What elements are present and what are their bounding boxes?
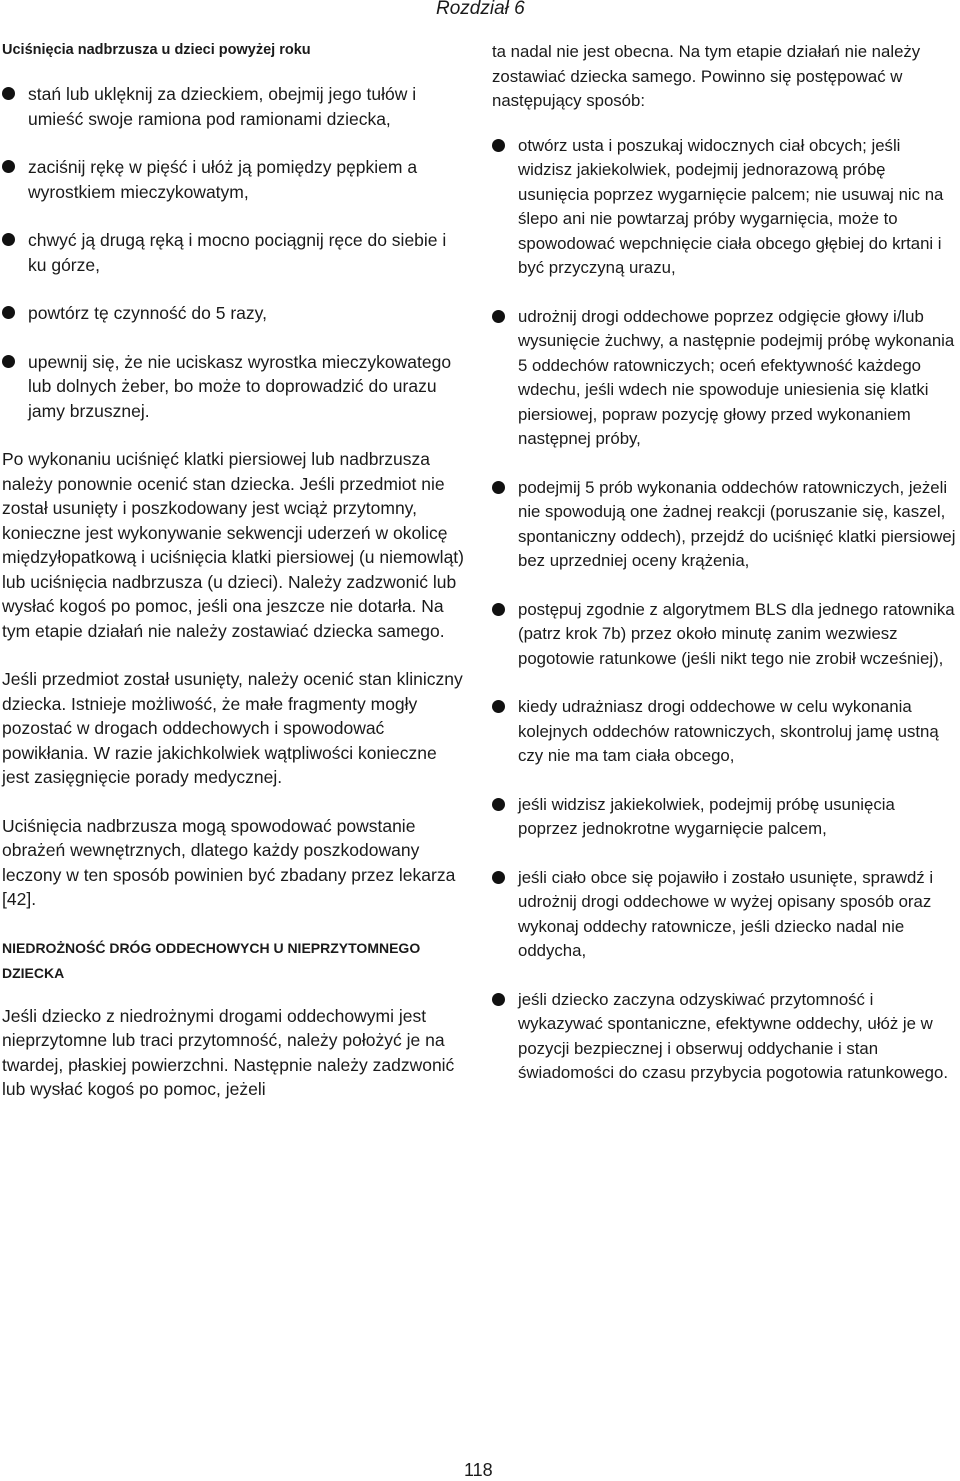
paragraph: Jeśli przedmiot został usunięty, należy ocenić stan kliniczny dziecka. Istnieje możliwość, że małe fragmenty mogły pozostać w drogach oddechowych i spowodować powikłania. W razie jakichkolwiek wątpliwości konieczne jest zasięgnięcie porady medycznej. bbox=[2, 669, 463, 787]
page-number: 118 bbox=[464, 1460, 493, 1480]
list-item: zaciśnij rękę w pięść i ułóż ją pomiędzy pępkiem a wyrostkiem mieczykowatym, bbox=[2, 155, 464, 204]
bullet-icon bbox=[492, 603, 505, 616]
list-item: jeśli widzisz jakiekolwiek, podejmij próbę usunięcia poprzez jednokrotne wygarnięcie palcem, bbox=[492, 793, 958, 842]
bullet-icon bbox=[2, 306, 15, 319]
bullet-icon bbox=[2, 160, 15, 173]
list-item: chwyć ją drugą ręką i mocno pociągnij ręce do siebie i ku górze, bbox=[2, 228, 464, 277]
list-item: otwórz usta i poszukaj widocznych ciał obcych; jeśli widzisz jakiekolwiek, podejmij jednorazową próbę usunięcia poprzez wygarnięcie palcem; nie usuwaj nic na ślepo ani nie powtarzaj próby wygarnięcia, może to spowodować wepchnięcie ciała obcego głębiej do krtani i być przyczyną urazu, bbox=[492, 134, 958, 281]
bullet-icon bbox=[492, 700, 505, 713]
list-item: powtórz tę czynność do 5 razy, bbox=[2, 301, 464, 326]
section-title: Uciśnięcia nadbrzusza u dzieci powyżej roku bbox=[2, 42, 311, 58]
right-column bbox=[492, 40, 958, 1110]
paragraph: Po wykonaniu uciśnięć klatki piersiowej lub nadbrzusza należy ponownie ocenić stan dziecka. Jeśli przedmiot nie został usunięty i poszkodowany jest wciąż przytomny, konieczne jest wykonywanie sekwencji uderzeń w okolicę międzyłopatkową i uciśnięcia klatki piersiowej (u niemowląt) lub uciśnięcia nadbrzusza (u dzieci). Należy zadzwonić lub wysłać kogoś po pomoc, jeśli ona jeszcze nie dotarła. Na tym etapie działań nie należy zostawiać dziecka samego. bbox=[2, 449, 464, 641]
paragraph: ta nadal nie jest obecna. Na tym etapie działań nie należy zostawiać dziecka samego. Powinno się postępować w następujący sposób: bbox=[492, 42, 921, 110]
bullet-icon bbox=[2, 87, 15, 100]
left-column bbox=[2, 40, 464, 1126]
bullet-icon bbox=[2, 355, 15, 368]
list-item: stań lub uklęknij za dzieckiem, obejmij jego tułów i umieść swoje ramiona pod ramionami dziecka, bbox=[2, 82, 464, 131]
bullet-icon bbox=[492, 481, 505, 494]
list-item: jeśli dziecko zaczyna odzyskiwać przytomność i wykazywać spontaniczne, efektywne oddechy, ułóż je w pozycji bezpiecznej i obserwuj oddychanie i stan świadomości do czasu przybycia pogotowia ratunkowego. bbox=[492, 988, 958, 1086]
paragraph: Uciśnięcia nadbrzusza mogą spowodować powstanie obrażeń wewnętrznych, dlatego każdy poszkodowany leczony w ten sposób powinien być zbadany przez lekarza [42]. bbox=[2, 815, 456, 909]
list-item: kiedy udrażniasz drogi oddechowe w celu wykonania kolejnych oddechów ratowniczych, skontroluj jamę ustną czy nie ma tam ciała obcego, bbox=[492, 695, 958, 769]
bullet-icon bbox=[2, 233, 15, 246]
bullet-list bbox=[2, 82, 464, 423]
section-heading: NIEDROŻNOŚĆ DRÓG ODDECHOWYCH U NIEPRZYTOMNEGO DZIECKA bbox=[2, 939, 421, 981]
bullet-icon bbox=[492, 798, 505, 811]
bullet-icon bbox=[492, 993, 505, 1006]
chapter-header: Rozdział 6 bbox=[436, 0, 525, 19]
list-item: upewnij się, że nie uciskasz wyrostka mieczykowatego lub dolnych żeber, bo może to doprowadzić do urazu jamy brzusznej. bbox=[2, 350, 464, 424]
list-item: postępuj zgodnie z algorytmem BLS dla jednego ratownika (patrz krok 7b) przez około minutę zanim wezwiesz pogotowie ratunkowe (jeśli nikt tego nie zrobił wcześniej), bbox=[492, 598, 958, 672]
paragraph: Jeśli dziecko z niedrożnymi drogami oddechowymi jest nieprzytomne lub traci przytomność, należy położyć je na twardej, płaskiej powierzchni. Następnie należy zadzwonić lub wysłać kogoś po pomoc, jeżeli bbox=[2, 1005, 455, 1099]
bullet-icon bbox=[492, 310, 505, 323]
bullet-list bbox=[492, 134, 958, 1086]
list-item: podejmij 5 prób wykonania oddechów ratowniczych, jeżeli nie spowodują one żadnej reakcji (poruszanie się, kaszel, spontaniczny oddech), przejdź do uciśnięć klatki piersiowej bez uprzedniej oceny krążenia, bbox=[492, 476, 958, 574]
list-item: jeśli ciało obce się pojawiło i zostało usunięte, sprawdź i udrożnij drogi oddechowe w wyżej opisany sposób oraz wykonaj oddechy ratownicze, jeśli dziecko nadal nie oddycha, bbox=[492, 866, 958, 964]
list-item: udrożnij drogi oddechowe poprzez odgięcie głowy i/lub wysunięcie żuchwy, a następnie podejmij próbę wykonania 5 oddechów ratowniczych; oceń efektywność każdego wdechu, jeśli wdech nie spowoduje uniesienia się klatki piersiowej, popraw pozycję głowy przed wykonaniem następnej próby, bbox=[492, 305, 958, 452]
bullet-icon bbox=[492, 871, 505, 884]
bullet-icon bbox=[492, 139, 505, 152]
